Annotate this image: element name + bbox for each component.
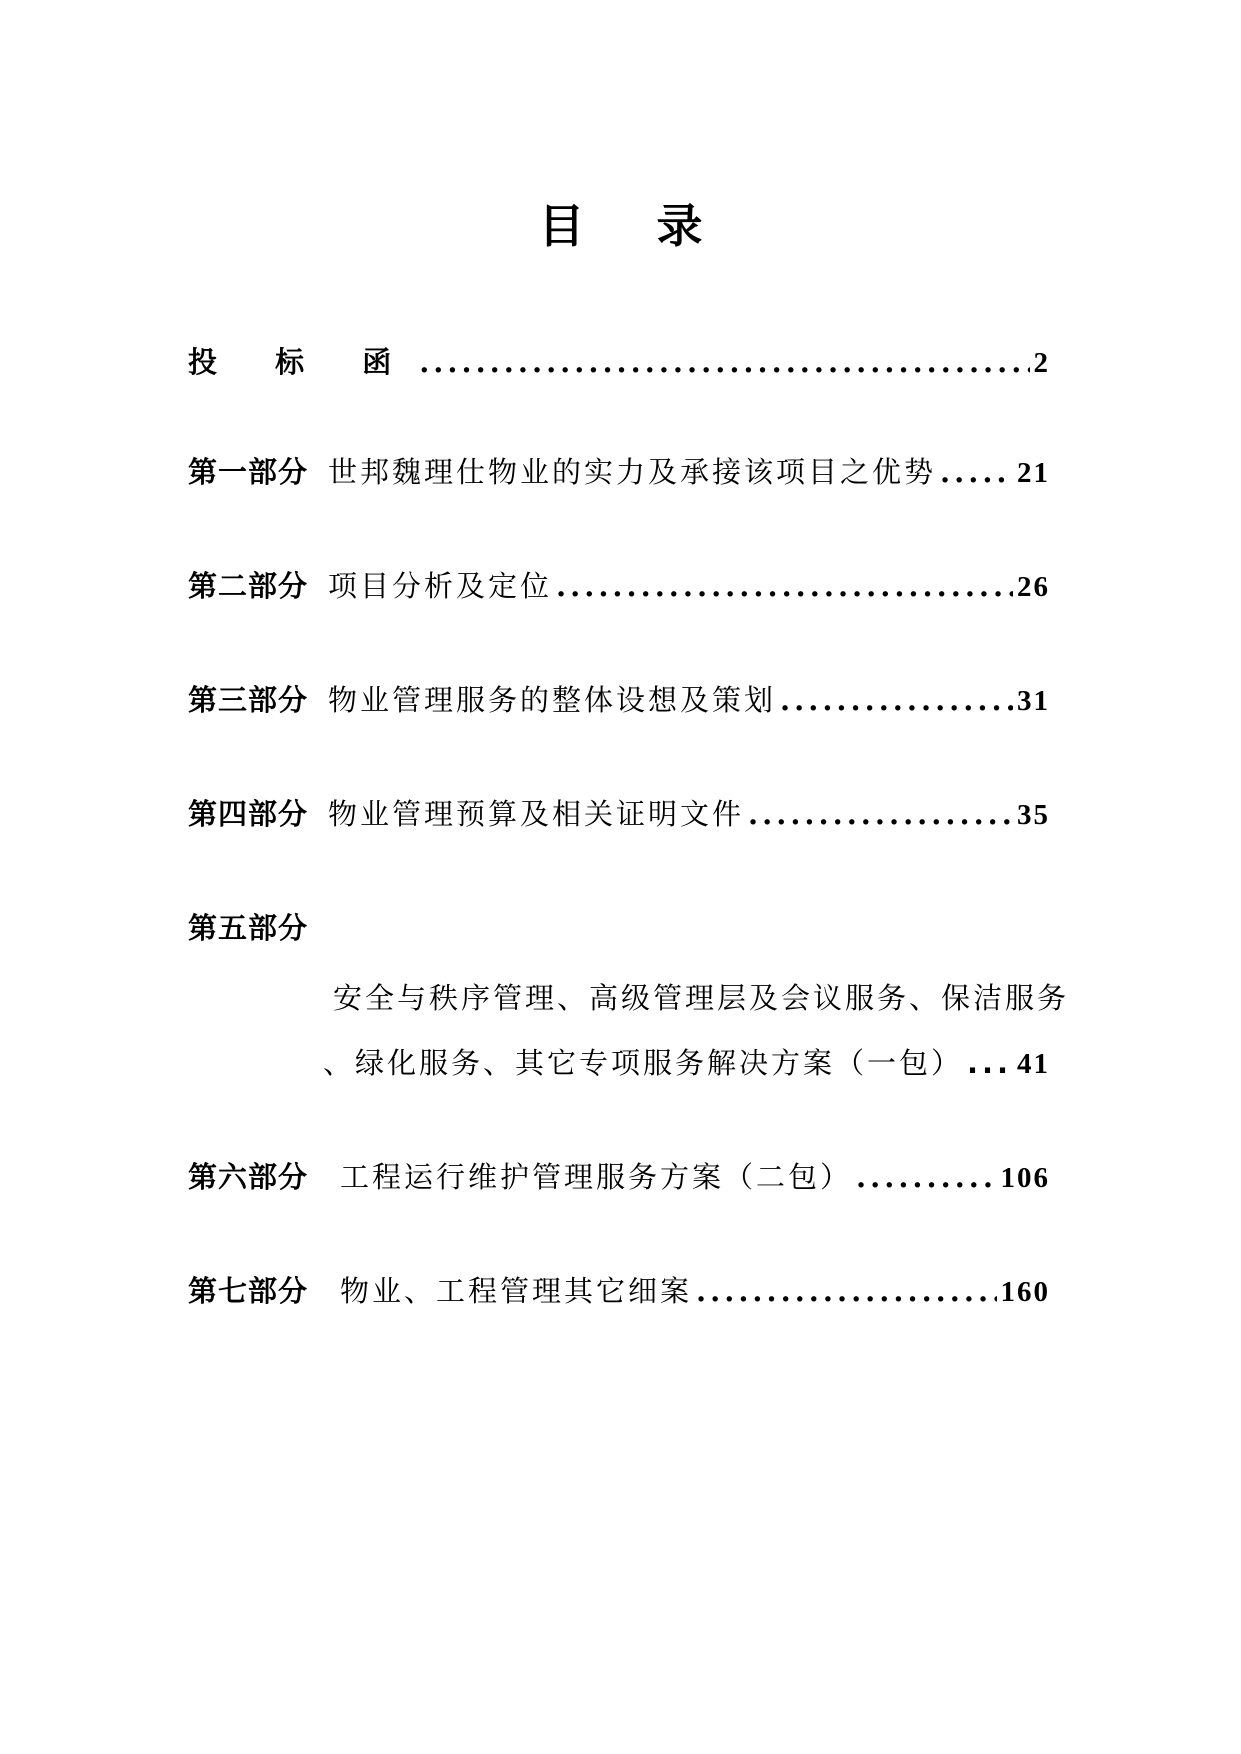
toc-leader-dots xyxy=(780,680,1013,720)
toc-entry-part-3[interactable] xyxy=(188,680,1050,721)
toc-entry-bid-letter[interactable] xyxy=(188,342,1050,383)
toc-heading-line-2-row[interactable] xyxy=(323,1043,1050,1084)
toc-part-label: 第一部分 xyxy=(188,455,309,489)
toc-heading: 物业管理服务的整体设想及策划 xyxy=(328,683,777,717)
toc-leader-dots xyxy=(940,452,1013,492)
page-title: 目 录 xyxy=(538,199,731,253)
toc-page-number: 106 xyxy=(1000,1162,1050,1194)
toc-leader-dots xyxy=(748,794,1013,834)
toc-heading-line-2: 、绿化服务、其它专项服务解决方案（一包） xyxy=(323,1046,964,1080)
toc-part-label: 第二部分 xyxy=(188,569,309,603)
toc-page-number: 35 xyxy=(1017,799,1050,831)
toc-entry-part-5[interactable] xyxy=(188,908,1050,948)
toc-heading: 物业管理预算及相关证明文件 xyxy=(328,797,745,831)
toc-entry-part-2[interactable] xyxy=(188,566,1050,607)
toc-part-label: 投 标 函 xyxy=(188,345,416,379)
toc-leader-dots xyxy=(967,1043,1013,1083)
toc-entry-part-1[interactable] xyxy=(188,452,1050,493)
toc-page-number: 21 xyxy=(1017,457,1050,489)
toc-leader-dots xyxy=(556,566,1013,606)
toc-entry-part-7[interactable] xyxy=(188,1271,1050,1312)
toc-entry-part-6[interactable] xyxy=(188,1157,1050,1198)
toc-heading: 项目分析及定位 xyxy=(328,569,553,603)
toc-page-number: 31 xyxy=(1017,685,1050,717)
toc-entry-part-4[interactable] xyxy=(188,794,1050,835)
toc-page-number: 26 xyxy=(1017,571,1050,603)
toc-page-number: 41 xyxy=(1017,1048,1050,1080)
toc-heading-line-1: 安全与秩序管理、高级管理层及会议服务、保洁服务 xyxy=(333,981,1070,1015)
toc-page-number: 160 xyxy=(1000,1276,1050,1308)
toc-part-label: 第七部分 xyxy=(188,1274,309,1308)
toc-leader-dots xyxy=(696,1271,996,1311)
toc-part-label: 第四部分 xyxy=(188,797,309,831)
toc-part-label: 第三部分 xyxy=(188,683,309,717)
toc-leader-dots xyxy=(856,1157,996,1197)
toc-part-label: 第六部分 xyxy=(188,1160,309,1194)
toc-page-number: 2 xyxy=(1033,347,1050,379)
toc-part-label: 第五部分 xyxy=(188,911,309,945)
toc-heading: 物业、工程管理其它细案 xyxy=(340,1274,693,1308)
toc-leader-dots xyxy=(419,342,1029,382)
toc-heading: 世邦魏理仕物业的实力及承接该项目之优势 xyxy=(328,455,937,489)
toc-heading: 工程运行维护管理服务方案（二包） xyxy=(340,1160,853,1194)
